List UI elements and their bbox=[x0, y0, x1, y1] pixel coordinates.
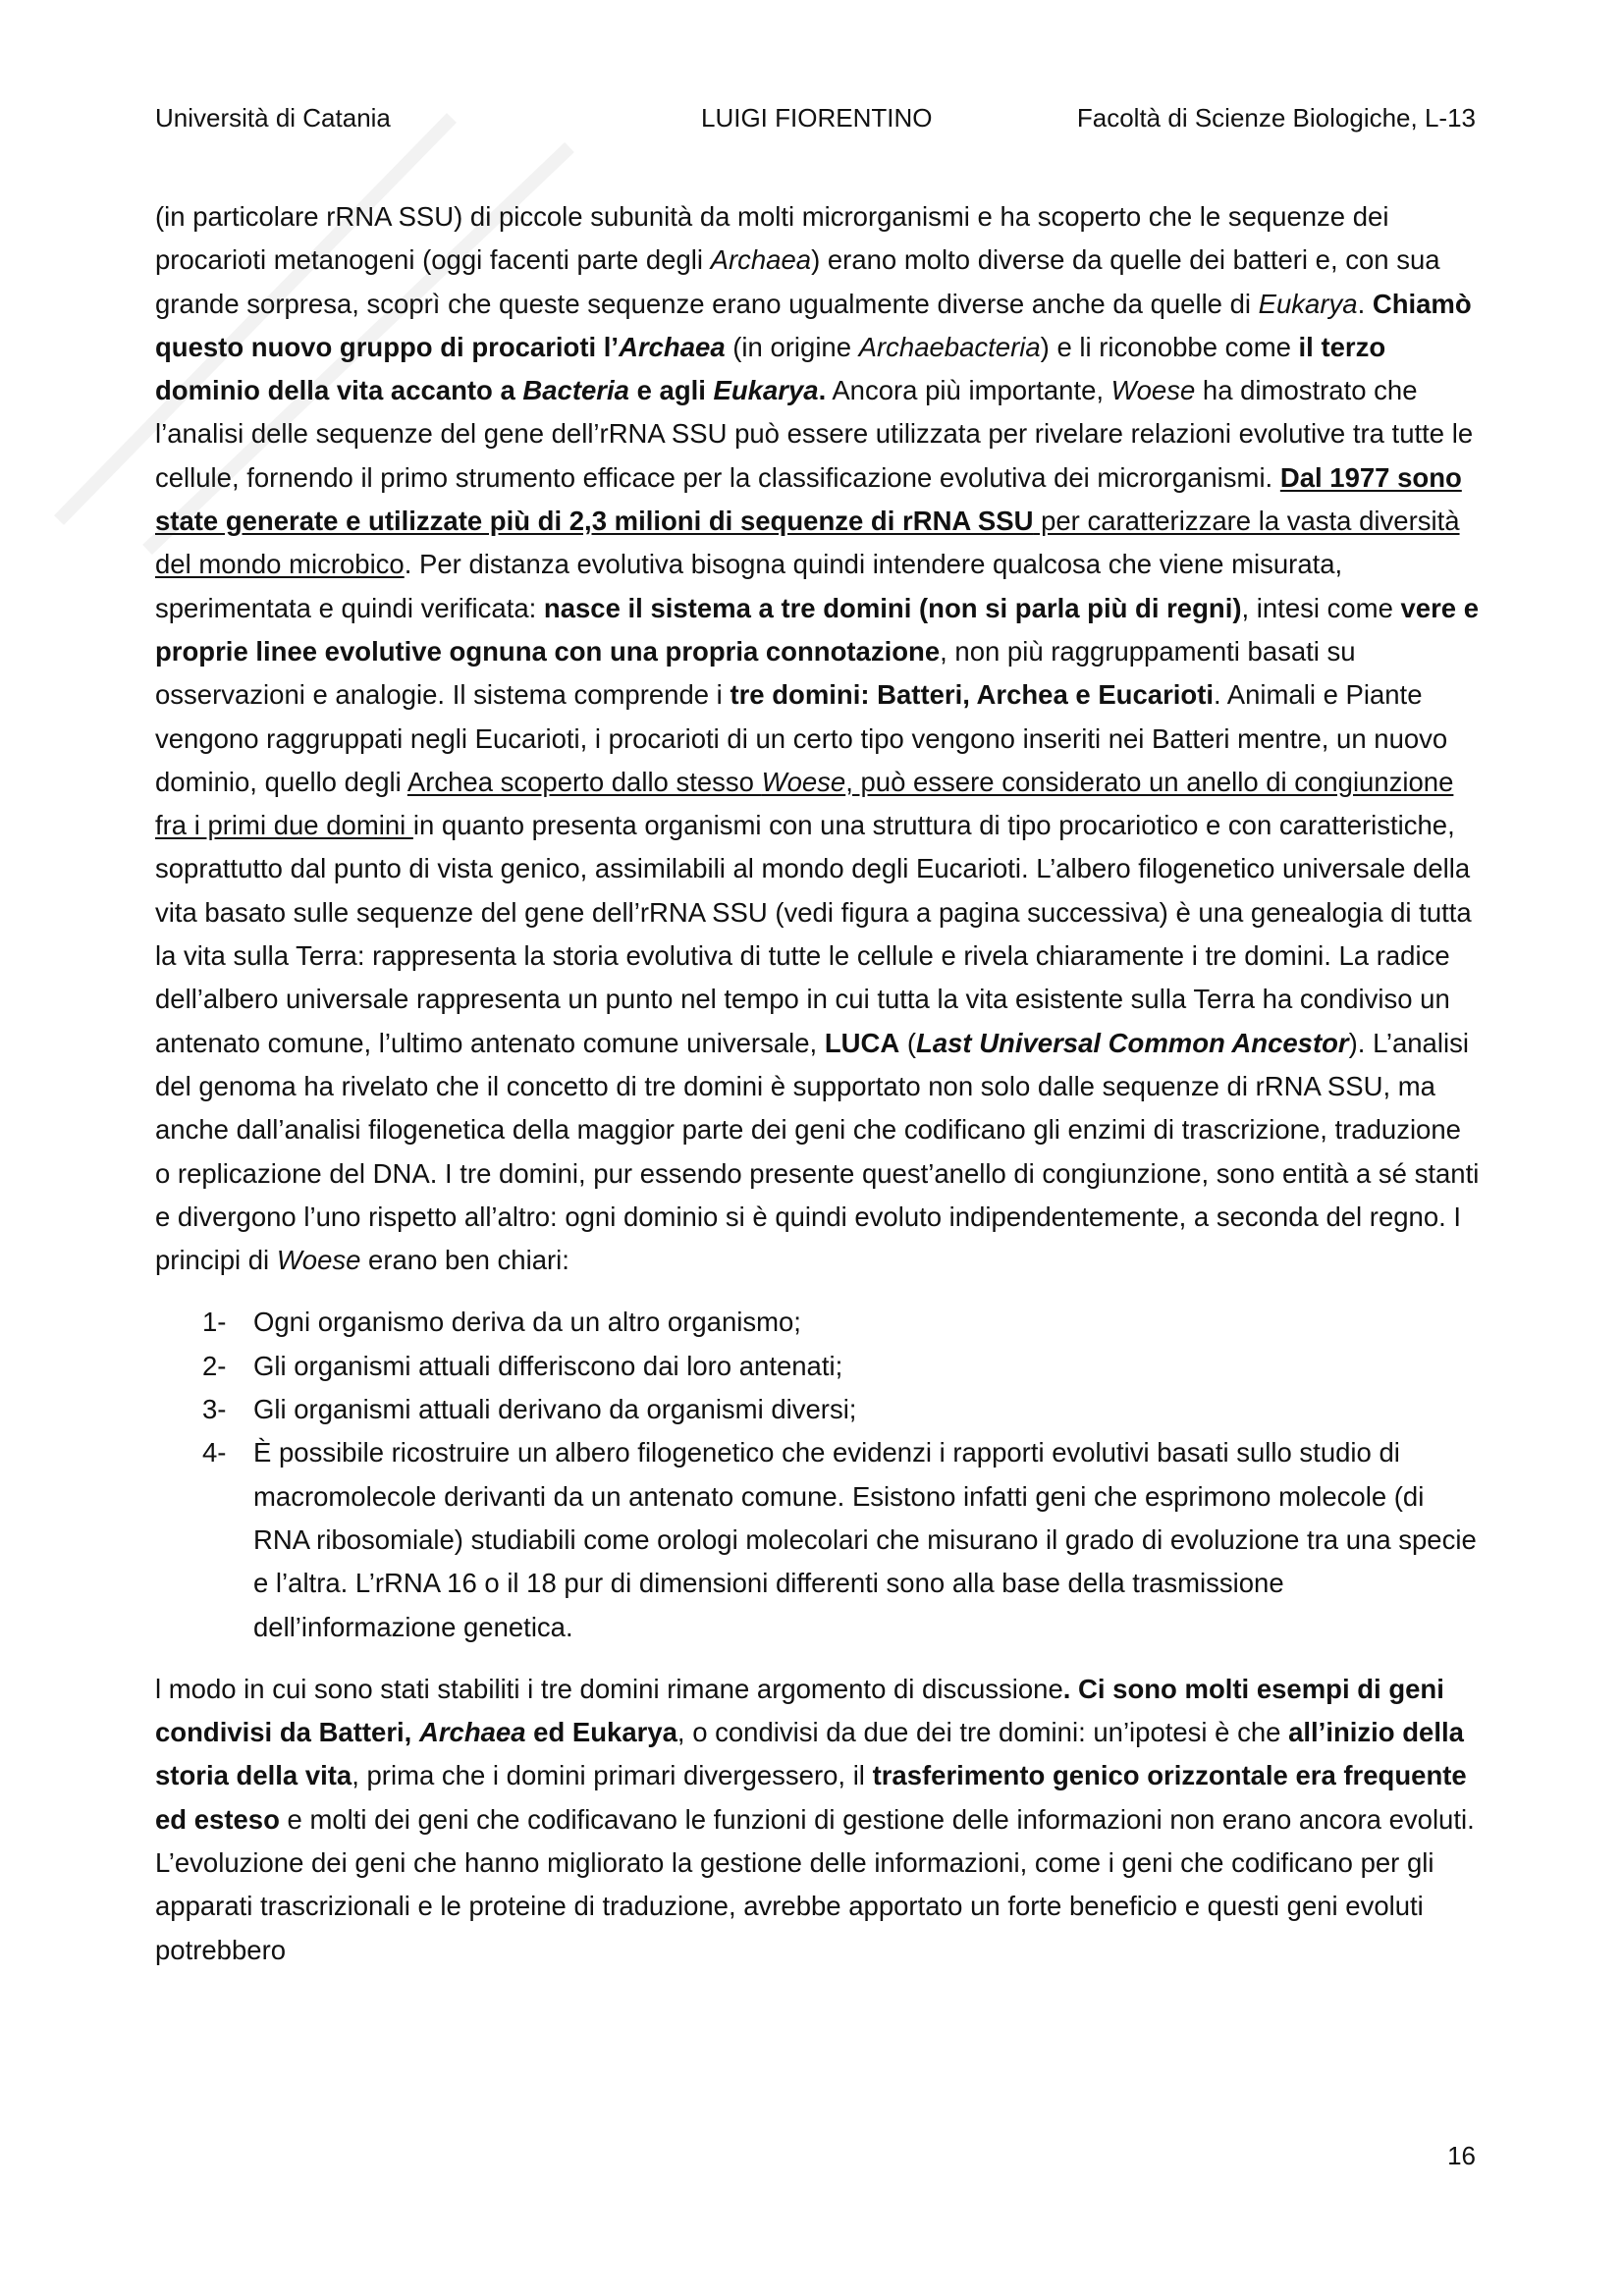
principles-list bbox=[155, 1301, 1483, 1648]
page-header bbox=[155, 98, 1476, 137]
list-item: 2- Gli organismi attuali differiscono dai loro antenati; bbox=[202, 1350, 843, 1381]
header-author: LUIGI FIORENTINO bbox=[701, 103, 933, 133]
list-item: 3- Gli organismi attuali derivano da organismi diversi; bbox=[202, 1394, 857, 1425]
page-body bbox=[155, 195, 1483, 1972]
header-university: Università di Catania bbox=[155, 103, 391, 133]
header-faculty: Facoltà di Scienze Biologiche, L-13 bbox=[1076, 103, 1476, 133]
paragraph-three-domains: (in particolare rRNA SSU) di piccole subunità da molti microrganismi e ha scoperto che le sequenze dei procarioti metanogeni (oggi facenti parte degli Archaea) erano molto diverse da quelle dei batteri e, con sua grande sorpresa, scoprì che queste sequenze erano ugualmente diverse anche da quelle di Eukarya. Chiamò questo nuovo gruppo di procarioti l’Archaea (in origine Archaebacteria) e li riconobbe come il terzo dominio della vita accanto a Bacteria e agli Eukarya. Ancora più importante, Woese ha dimostrato che l’analisi delle sequenze del gene dell’rRNA SSU può essere utilizzata per rivelare relazioni evolutive tra tutte le cellule, fornendo il primo strumento efficace per la classificazione evolutiva dei microrganismi. Dal 1977 sono state generate e utilizzate più di 2,3 milioni di sequenze di rRNA SSU per caratterizzare la vasta diversità del mondo microbico. Per distanza evolutiva bisogna quindi intendere qualcosa che viene misurata, sperimentata e quindi verificata: nasce il sistema a tre domini (non si parla più di regni), intesi come vere e proprie linee evolutive ognuna con una propria connotazione, non più raggruppamenti basati su osservazioni e analogie. Il sistema comprende i tre domini: Batteri, Archea e Eucarioti. Animali e Piante vengono raggruppati negli Eucarioti, i procarioti di un certo tipo vengono inseriti nei Batteri mentre, un nuovo dominio, quello degli Archea scoperto dallo stesso Woese, può essere considerato un anello di congiunzione fra i primi due domini in quanto presenta organismi con una struttura di tipo procariotico e con caratteristiche, soprattutto dal punto di vista genico, assimilabili al mondo degli Eucarioti. L’albero filogenetico universale della vita basato sulle sequenze del gene dell’rRNA SSU (vedi figura a pagina successiva) è una genealogia di tutta la vita sulla Terra: rappresenta la storia evolutiva di tutte le cellule e rivela chiaramente i tre domini. La radice dell’albero universale rappresenta un punto nel tempo in cui tutta la vita esistente sulla Terra ha condiviso un antenato comune, l’ultimo antenato comune universale, LUCA (Last Universal Common Ancestor). L’analisi del genoma ha rivelato che il concetto di tre domini è supportato non solo dalle sequenze di rRNA SSU, ma anche dall’analisi filogenetica della maggior parte dei geni che codificano gli enzimi di trascrizione, traduzione o replicazione del DNA. I tre domini, pur essendo presente quest’anello di congiunzione, sono entità a sé stanti e divergono l’uno rispetto all’altro: ogni dominio si è quindi evoluto indipendentemente, a seconda del regno. I principi di Woese erano ben chiari: bbox=[155, 201, 1480, 1276]
list-item: 4- È possibile ricostruire un albero filogenetico che evidenzi i rapporti evolutivi basati sullo studio di macromolecole derivanti da un antenato comune. Esistono infatti geni che esprimono molecole (di RNA ribosomiale) studiabili come orologi molecolari che misurano il grado di evoluzione tra una specie e l’altra. L’rRNA 16 o il 18 pur di dimensioni differenti sono alla base della trasmissione dell’informazione genetica. bbox=[202, 1437, 1477, 1642]
paragraph-gene-transfer: l modo in cui sono stati stabiliti i tre domini rimane argomento di discussione. Ci sono molti esempi di geni condivisi da Batteri, Archaea ed Eukarya, o condivisi da due dei tre domini: un’ipotesi è che all’inizio della storia della vita, prima che i domini primari divergessero, il trasferimento genico orizzontale era frequente ed esteso e molti dei geni che codificavano le funzioni di gestione delle informazioni non erano ancora evoluti. L’evoluzione dei geni che hanno migliorato la gestione delle informazioni, come i geni che codificano per gli apparati trascrizionali e le proteine di traduzione, avrebbe apportato un forte beneficio e questi geni evoluti potrebbero bbox=[155, 1673, 1475, 1965]
list-item: 1- Ogni organismo deriva da un altro organismo; bbox=[202, 1307, 801, 1338]
page-number: 16 bbox=[1447, 2141, 1476, 2170]
